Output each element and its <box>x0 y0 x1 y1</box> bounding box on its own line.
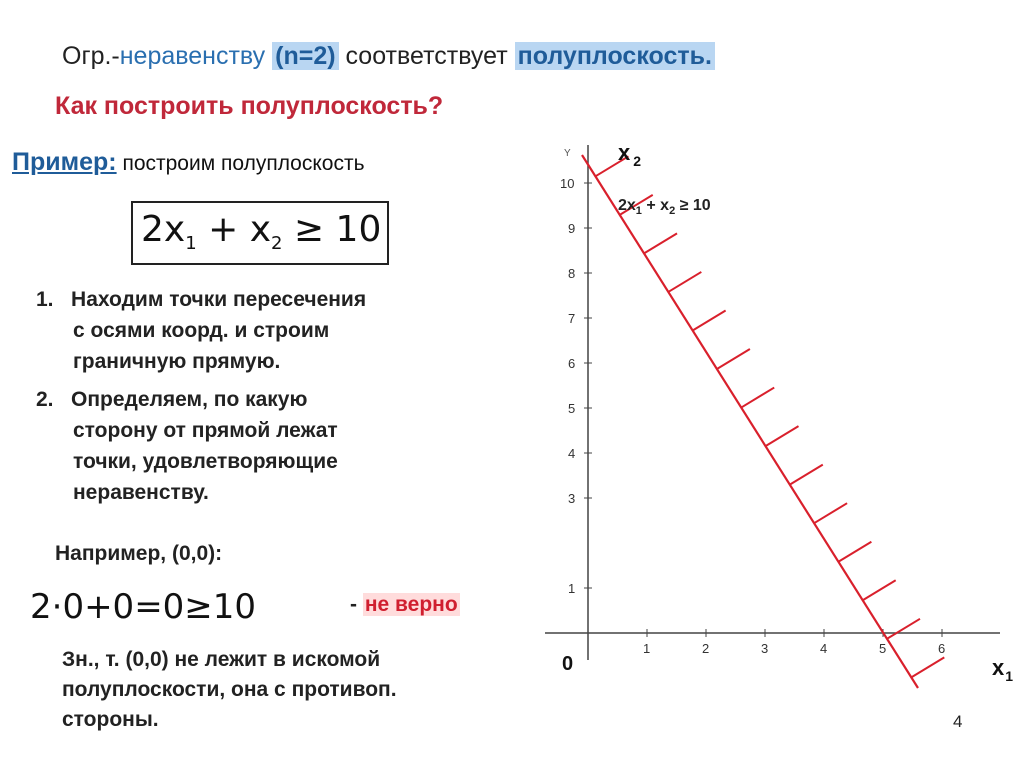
hatch-mark <box>766 426 799 446</box>
hatch-mark <box>644 233 677 253</box>
y-tick-label: 10 <box>560 176 575 191</box>
line-equation-label: $2x_1 + x_2 \ge 10$ <box>618 197 711 217</box>
title-part2: неравенству <box>119 42 266 70</box>
step-2-line-4: неравенству. <box>73 481 209 504</box>
boundary-line <box>582 155 918 688</box>
step-1-line-3: граничную прямую. <box>73 350 281 373</box>
x-axis-label: $x_1$ <box>992 655 1014 684</box>
step-2-line-1: Определяем, по какую <box>71 388 308 411</box>
inequality-formula: $2x_1 + x_2 \ge 10$ <box>141 209 382 255</box>
x-tick-label: 6 <box>938 641 946 656</box>
x-tick-label: 1 <box>643 641 651 656</box>
verdict-text: не верно <box>364 593 458 616</box>
x-tick-label: 3 <box>761 641 769 656</box>
y-tick-label: 7 <box>568 311 576 326</box>
step-2-line-2: сторону от прямой лежат <box>73 419 338 442</box>
step-1-line-1: Находим точки пересечения <box>71 288 367 311</box>
x-tick-label: 4 <box>820 641 828 656</box>
half-plane-graph <box>530 130 1024 690</box>
x-tick-label: 2 <box>702 641 710 656</box>
step-1-line-2: с осями коорд. и строим <box>73 319 330 342</box>
step-2-line-3: точки, удовлетворяющие <box>73 450 338 473</box>
example-label: Пример: <box>12 148 117 176</box>
y-tick-label: 4 <box>568 446 576 461</box>
hatch-mark <box>863 580 896 600</box>
hatch-mark <box>693 310 726 330</box>
y-tick-label: 1 <box>568 581 576 596</box>
y-small-label: Y <box>564 148 571 159</box>
conclusion-line-2: полуплоскости, она с противоп. <box>62 678 397 701</box>
y-tick-label: 5 <box>568 401 576 416</box>
axis-ticks <box>560 176 945 656</box>
hatch-mark <box>790 465 823 485</box>
origin-label: 0 <box>562 653 574 675</box>
verdict <box>350 593 460 617</box>
hatch-mark <box>838 542 871 562</box>
example-text: построим полуплоскость <box>116 152 365 175</box>
y-axis-label: x $_2$ <box>618 140 642 169</box>
page-number: 4 <box>953 712 963 731</box>
conclusion <box>62 645 397 735</box>
check-calculation: 2·0+0=0≥10 <box>30 587 257 627</box>
y-tick-label: 6 <box>568 356 576 371</box>
slide-subtitle: Как построить полуплоскость? <box>55 92 444 120</box>
y-tick-label: 3 <box>568 491 576 506</box>
step-1-number: 1. <box>36 288 54 311</box>
example-line <box>12 148 365 177</box>
title-part1: Огр.- <box>62 42 120 70</box>
hatch-marks <box>595 156 944 677</box>
y-tick-label: 9 <box>568 221 576 236</box>
y-tick-label: 8 <box>568 266 576 281</box>
conclusion-line-1: Зн., т. (0,0) не лежит в искомой <box>62 648 381 671</box>
step-2 <box>36 384 338 508</box>
hatch-mark <box>887 619 920 639</box>
step-1 <box>36 284 366 377</box>
hatch-mark <box>668 272 701 292</box>
x-tick-label: 5 <box>879 641 887 656</box>
hatch-mark <box>717 349 750 369</box>
slide-title <box>62 42 715 71</box>
title-part3: (n=2) <box>272 42 338 70</box>
example-point-note: Например, (0,0): <box>55 542 223 565</box>
step-2-number: 2. <box>36 388 54 411</box>
hatch-mark <box>741 388 774 408</box>
verdict-dash: - <box>350 593 363 616</box>
conclusion-line-3: стороны. <box>62 708 159 731</box>
inequality-box <box>131 201 389 265</box>
hatch-mark <box>911 657 944 677</box>
hatch-mark <box>814 503 847 523</box>
title-part5: полуплоскость. <box>515 42 715 70</box>
title-part4: соответствует <box>338 42 515 70</box>
